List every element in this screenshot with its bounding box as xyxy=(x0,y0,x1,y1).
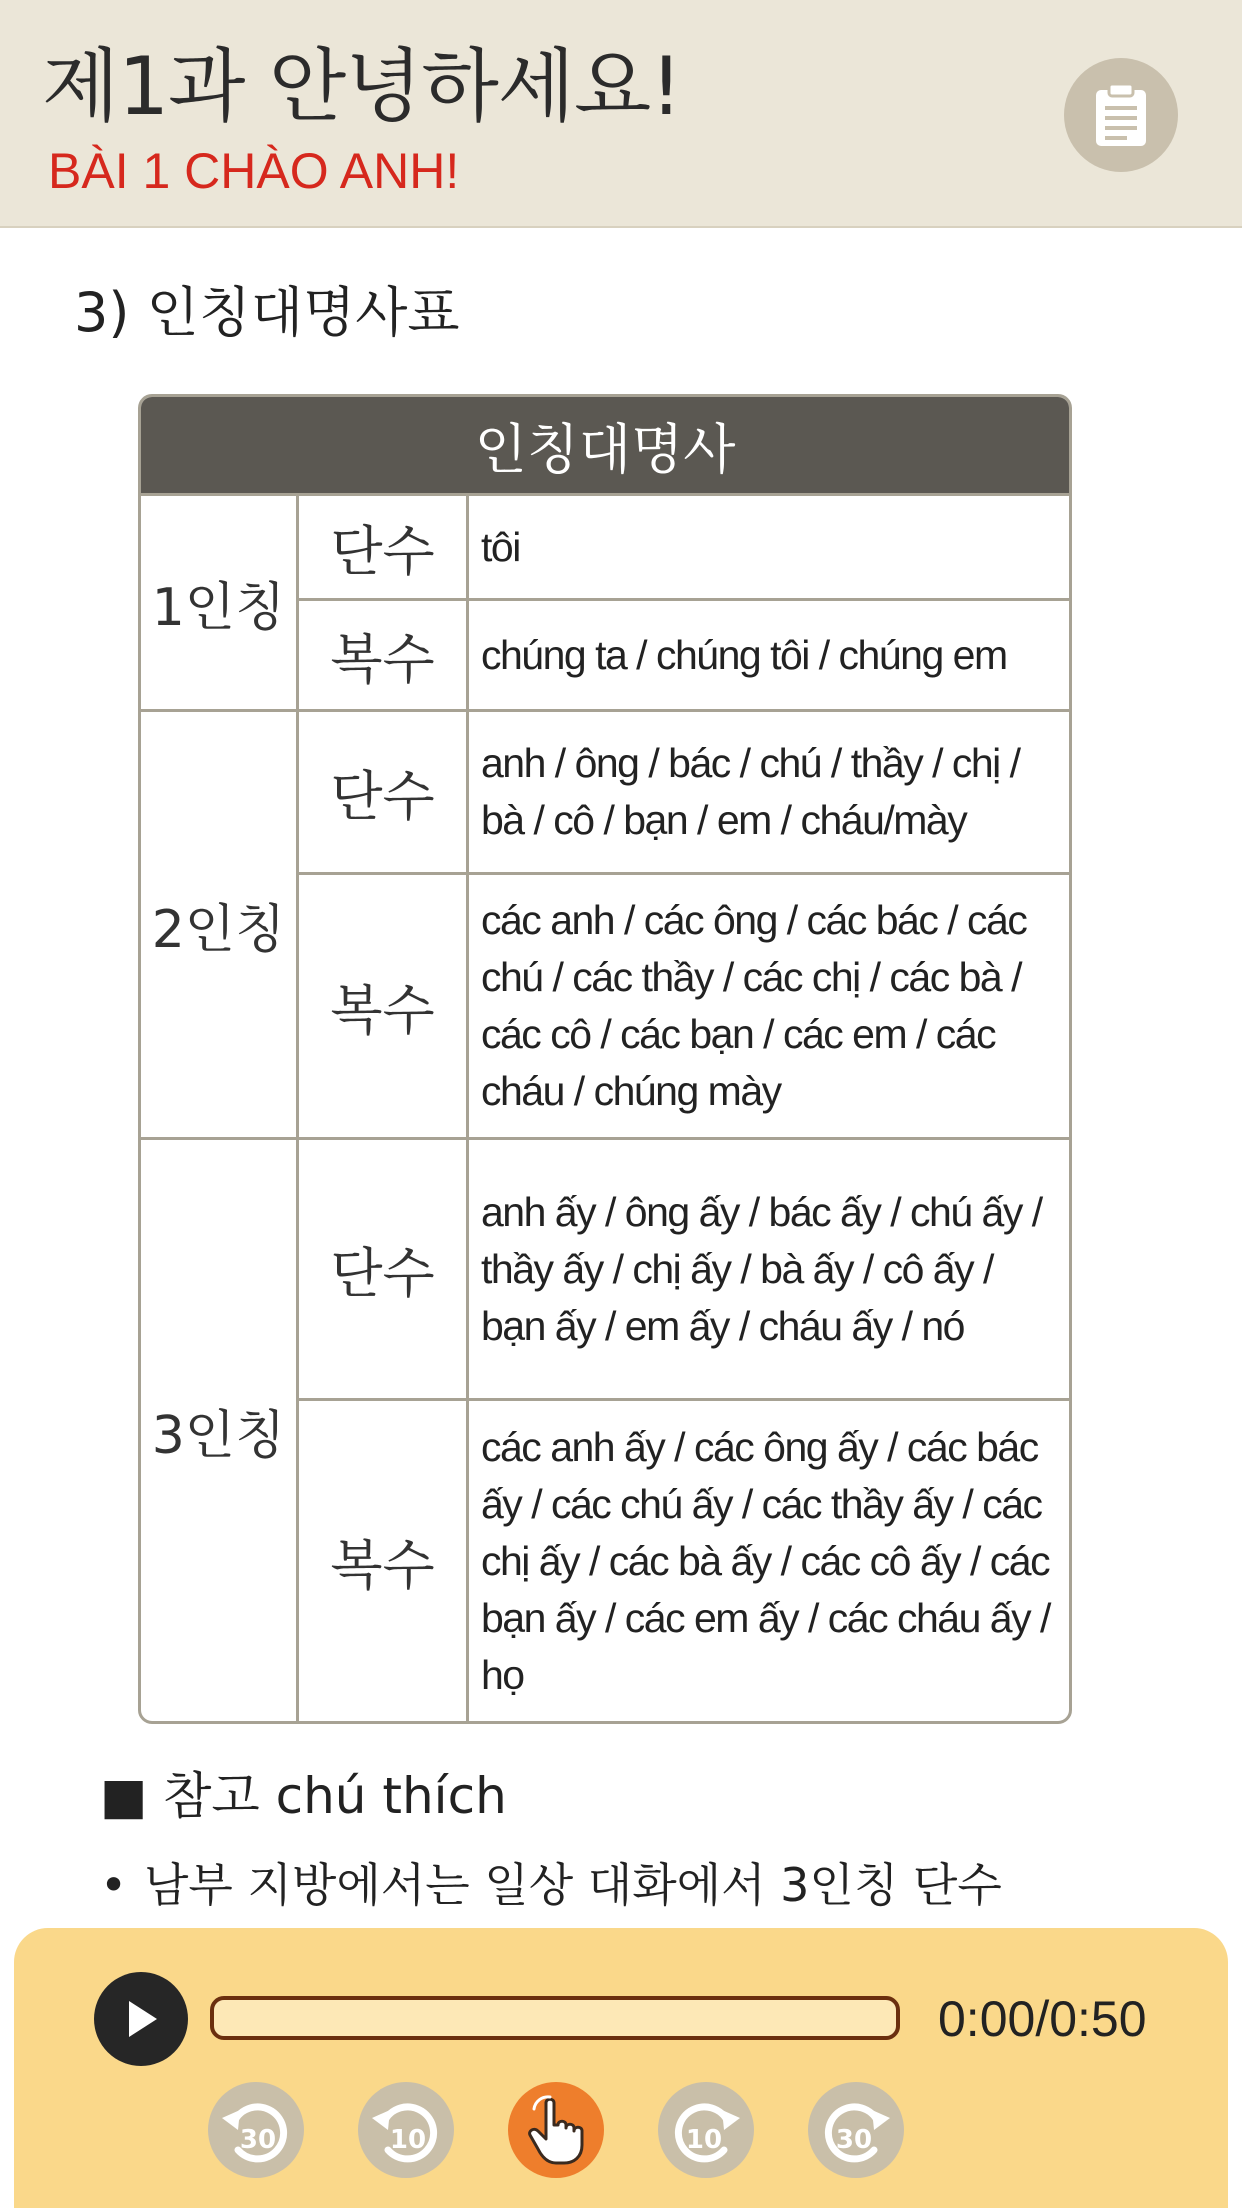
bullet-marker: • xyxy=(100,1858,128,1912)
rewind-10-icon xyxy=(364,2088,448,2172)
lesson-header xyxy=(0,0,1242,228)
table-title: 인칭대명사 xyxy=(141,397,1069,493)
number-label: 복수 xyxy=(299,872,469,1137)
forward-10-icon xyxy=(664,2088,748,2172)
rewind-30-button[interactable] xyxy=(208,2082,304,2178)
section-heading: 3) 인칭대명사표 xyxy=(74,281,460,344)
audio-player xyxy=(14,1928,1228,2208)
clipboard-icon xyxy=(1092,82,1150,148)
time-readout: 0:00/0:50 xyxy=(938,1991,1147,2047)
number-label: 단수 xyxy=(299,709,469,872)
number-label: 단수 xyxy=(299,493,469,598)
forward-10-label: 10 xyxy=(685,2125,723,2155)
table-grid xyxy=(141,493,1069,1721)
number-label: 복수 xyxy=(299,598,469,709)
lesson-content[interactable] xyxy=(0,226,1242,1926)
lesson-subtitle: BÀI 1 CHÀO ANH! xyxy=(48,143,460,199)
note-text: 남부 지방에서는 일상 대화에서 3인칭 단수 xyxy=(144,1858,1002,1912)
person-2-label: 2인칭 xyxy=(141,709,299,1137)
touch-mode-button[interactable] xyxy=(508,2082,604,2178)
pronoun-words: các anh ấy / các ông ấy / các bác ấy / các chú ấy / các thầy ấy / các chị ấy / các bà ấy / các cô ấy / các bạn ấy / các em ấy / các cháu ấy / họ xyxy=(469,1398,1069,1721)
pronoun-words: chúng ta / chúng tôi / chúng em xyxy=(469,598,1069,709)
rewind-30-label: 30 xyxy=(239,2125,277,2155)
rewind-10-button[interactable] xyxy=(358,2082,454,2178)
forward-30-icon xyxy=(814,2088,898,2172)
play-icon xyxy=(121,1997,161,2041)
notes-button[interactable] xyxy=(1064,58,1178,172)
pronoun-table xyxy=(138,394,1072,1724)
pronoun-words: tôi xyxy=(469,493,1069,598)
play-button[interactable] xyxy=(94,1972,188,2066)
note-heading: ■ 참고 chú thích xyxy=(100,1767,507,1825)
forward-30-button[interactable] xyxy=(808,2082,904,2178)
pronoun-words: các anh / các ông / các bác / các chú / các thầy / các chị / các bà / các cô / các bạn / các em / các cháu / chúng mày xyxy=(469,872,1069,1137)
person-3-label: 3인칭 xyxy=(141,1137,299,1721)
rewind-10-label: 10 xyxy=(389,2125,427,2155)
lesson-title: 제1과 안녕하세요! xyxy=(42,40,682,133)
progress-bar[interactable] xyxy=(210,1996,900,2040)
person-1-label: 1인칭 xyxy=(141,493,299,709)
number-label: 복수 xyxy=(299,1398,469,1721)
pronoun-words: anh ấy / ông ấy / bác ấy / chú ấy / thầy ấy / chị ấy / bà ấy / cô ấy / bạn ấy / em ấy / cháu ấy / nó xyxy=(469,1137,1069,1398)
touch-hand-icon xyxy=(524,2095,588,2165)
forward-30-label: 30 xyxy=(835,2125,873,2155)
number-label: 단수 xyxy=(299,1137,469,1398)
rewind-30-icon xyxy=(214,2088,298,2172)
forward-10-button[interactable] xyxy=(658,2082,754,2178)
pronoun-words: anh / ông / bác / chú / thầy / chị / bà / cô / bạn / em / cháu/mày xyxy=(469,709,1069,872)
